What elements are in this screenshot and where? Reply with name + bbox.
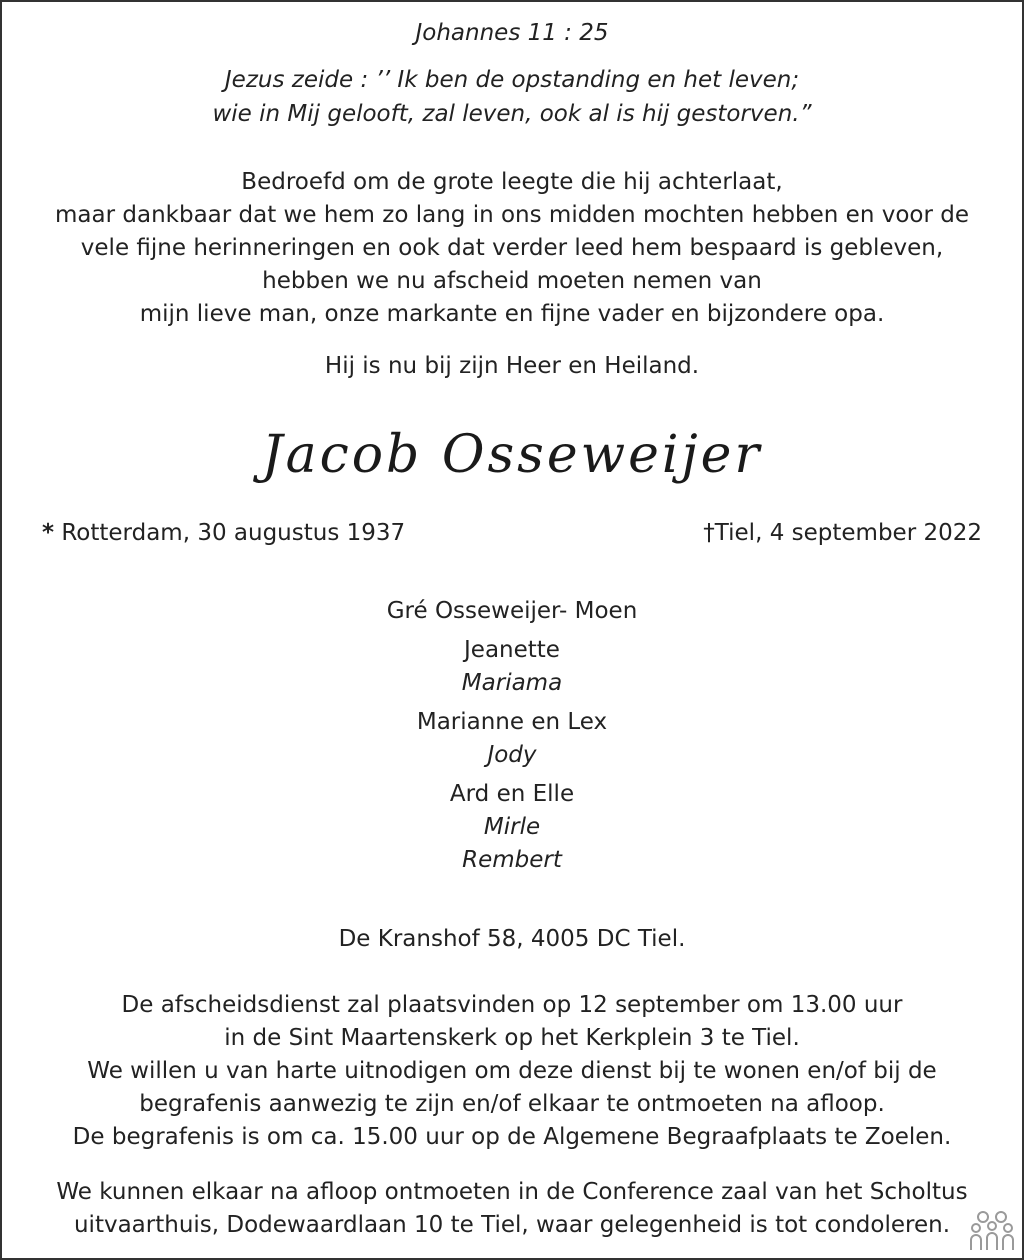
intro-line-2: maar dankbaar dat we hem zo lang in ons midden mochten hebben en voor de (55, 202, 969, 228)
death-cross-icon: † (703, 520, 715, 546)
home-address: De Kranshof 58, 4005 DC Tiel. (338, 926, 686, 952)
deceased-name: Jacob Osseweijer (261, 425, 763, 485)
condolence-line-1: We kunnen elkaar na afloop ontmoeten in de Conference zaal van het Scholtus (56, 1179, 968, 1205)
grandchild-name-3: Mirle (483, 814, 541, 840)
intro-line-3: vele fijne herinneringen en ook dat verder leed hem bespaard is gebleven, (80, 235, 944, 261)
service-line-4: begrafenis aanwezig te zijn en/of elkaar te ontmoeten na afloop. (139, 1091, 885, 1117)
verse-line-2: wie in Mij gelooft, zal leven, ook al is hij gestorven.” (212, 101, 812, 127)
child-name-2: Marianne en Lex (416, 709, 608, 735)
faith-statement: Hij is nu bij zijn Heer en Heiland. (324, 353, 700, 379)
grandchild-name-1: Mariama (461, 670, 563, 696)
birth-star-icon: * (42, 520, 55, 546)
intro-line-1: Bedroefd om de grote leegte die hij achterlaat, (241, 169, 783, 195)
child-name-3: Ard en Elle (449, 781, 575, 807)
service-line-2: in de Sint Maartenskerk op het Kerkplein 3 te Tiel. (224, 1025, 800, 1051)
child-name-1: Jeanette (464, 637, 560, 663)
service-line-5: De begrafenis is om ca. 15.00 uur op de Algemene Begraafplaats te Zoelen. (72, 1124, 952, 1150)
birth-info (42, 518, 405, 548)
service-line-1: De afscheidsdienst zal plaatsvinden op 12 september om 13.00 uur (121, 992, 903, 1018)
verse-line-1: Jezus zeide : ’’ Ik ben de opstanding en het leven; (224, 67, 800, 93)
intro-line-5: mijn lieve man, onze markante en fijne vader en bijzondere opa. (139, 301, 885, 327)
condolence-line-2: uitvaarthuis, Dodewaardlaan 10 te Tiel, waar gelegenheid is tot condoleren. (73, 1212, 951, 1238)
spouse-name: Gré Osseweijer- Moen (386, 598, 638, 624)
grandchild-name-4: Rembert (462, 847, 562, 873)
death-info (703, 518, 982, 548)
verse-reference: Johannes 11 : 25 (415, 20, 609, 46)
intro-line-4: hebben we nu afscheid moeten nemen van (262, 268, 762, 294)
birth-place-date: Rotterdam, 30 augustus 1937 (61, 520, 406, 546)
service-line-3: We willen u van harte uitnodigen om deze dienst bij te wonen en/of bij de (87, 1058, 937, 1084)
death-place-date: Tiel, 4 september 2022 (714, 520, 982, 546)
family-figures-icon (968, 1208, 1016, 1252)
grandchild-name-2: Jody (487, 742, 537, 768)
